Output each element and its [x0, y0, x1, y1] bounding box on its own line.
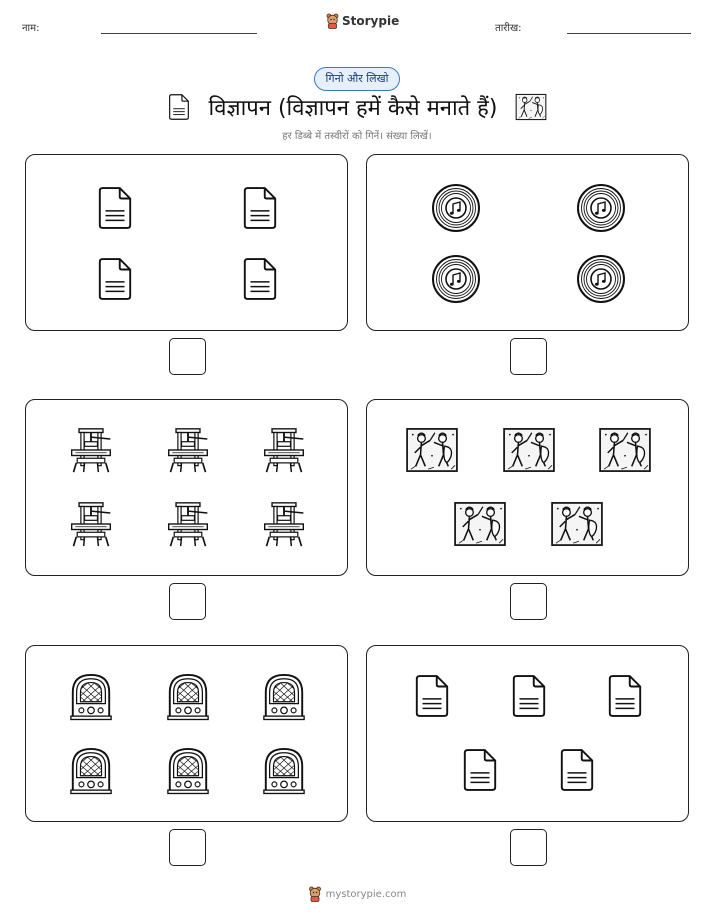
brand-name: Storypie [342, 14, 400, 28]
document-icon [413, 673, 451, 719]
instruction-text: हर डिब्बे में तस्वीरों को गिनें। संख्या लिखें। [282, 131, 432, 142]
warriors-tile-icon [453, 501, 507, 547]
vinyl-record-icon [431, 183, 481, 233]
warriors-tile-icon [515, 93, 547, 121]
bear-mascot-icon [326, 13, 339, 29]
footer [0, 886, 714, 902]
title-row [0, 90, 714, 124]
printing-press-icon [68, 498, 114, 550]
answer-box[interactable] [510, 583, 547, 620]
answer-box[interactable] [169, 583, 206, 620]
counting-panel [25, 645, 348, 822]
vintage-radio-icon [261, 745, 307, 795]
vinyl-record-icon [431, 254, 481, 304]
document-icon [510, 673, 548, 719]
document-icon [96, 185, 134, 231]
answer-box[interactable] [510, 338, 547, 375]
printing-press-icon [261, 424, 307, 476]
printing-press-icon [165, 424, 211, 476]
answer-box[interactable] [169, 829, 206, 866]
counting-panel [366, 399, 689, 576]
vintage-radio-icon [165, 745, 211, 795]
document-icon [167, 93, 191, 121]
document-icon [241, 256, 279, 302]
document-icon [96, 256, 134, 302]
counting-panel [25, 399, 348, 576]
date-label: तारीख: [495, 23, 522, 34]
vintage-radio-icon [68, 745, 114, 795]
page-title: विज्ञापन (विज्ञापन हमें कैसे मनाते हैं) [208, 96, 498, 121]
brand-logo [326, 13, 399, 29]
document-icon [558, 747, 596, 793]
vinyl-record-icon [576, 254, 626, 304]
bear-mascot-icon [308, 886, 322, 902]
document-icon [606, 673, 644, 719]
warriors-tile-icon [550, 501, 604, 547]
warriors-tile-icon [598, 427, 652, 473]
answer-box[interactable] [169, 338, 206, 375]
footer-url: mystorypie.com [325, 888, 407, 900]
printing-press-icon [68, 424, 114, 476]
counting-panel [366, 645, 689, 822]
name-line[interactable] [101, 33, 257, 34]
activity-badge: गिनो और लिखो [314, 67, 400, 91]
name-label: नाम: [22, 23, 40, 34]
vintage-radio-icon [261, 671, 307, 721]
warriors-tile-icon [502, 427, 556, 473]
counting-panel [366, 154, 689, 331]
printing-press-icon [261, 498, 307, 550]
vintage-radio-icon [165, 671, 211, 721]
printing-press-icon [165, 498, 211, 550]
date-line[interactable] [567, 33, 691, 34]
counting-panel [25, 154, 348, 331]
warriors-tile-icon [405, 427, 459, 473]
vinyl-record-icon [576, 183, 626, 233]
vintage-radio-icon [68, 671, 114, 721]
document-icon [241, 185, 279, 231]
answer-box[interactable] [510, 829, 547, 866]
document-icon [461, 747, 499, 793]
